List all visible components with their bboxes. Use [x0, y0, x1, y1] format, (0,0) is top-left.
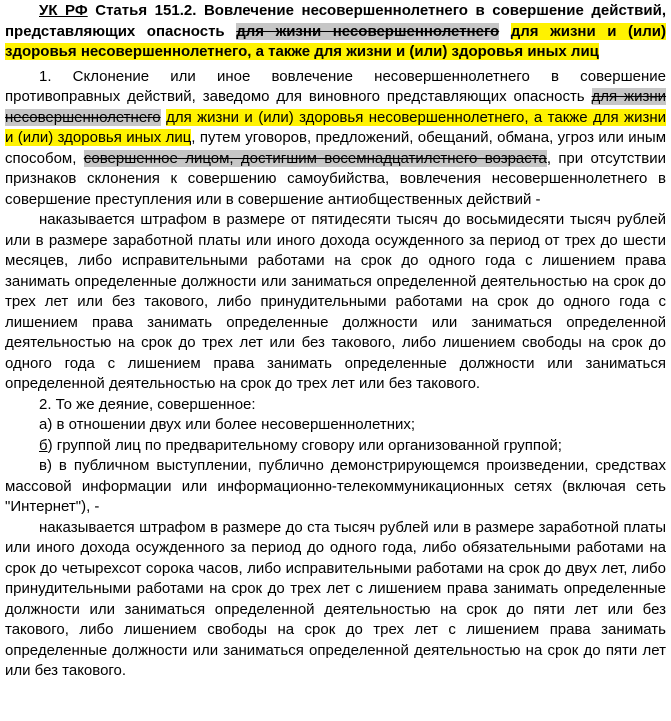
- part-1-lead: 1. Склонение или иное вовлечение несовершеннолетнего в совершение противоправных действий, заведомо для виновного представляющих опасность: [5, 67, 666, 105]
- part-2-item-a: а) в отношении двух или более несовершеннолетних;: [39, 416, 416, 433]
- article-heading: Статья 151.2. Вовлечение несовершеннолетнего в совершение действий, представляющих опасность: [5, 2, 666, 40]
- part-2-item-v: в) в публичном выступлении, публично демонстрирующемся произведении, средствах массовой информации или информационно-телекоммуникационных сетях (включая сеть "Интернет"), -: [5, 457, 666, 515]
- article-title: [5, 1, 666, 63]
- item-b-text: ) группой лиц по предварительному сговору или организованной группой;: [47, 436, 562, 454]
- deleted-text: для жизни несовершеннолетнего: [236, 22, 500, 40]
- part-2-item-b: [5, 436, 666, 457]
- part-1-tail: , при отсутствии признаков склонения к совершению самоубийства, вовлечения несовершеннолетнего в совершение преступления или в совершение антиобщественных действий -: [5, 149, 667, 208]
- added-text: для жизни и (или) здоровья несовершеннолетнего, а также для жизни и (или) здоровья иных лиц: [5, 108, 667, 146]
- part-1: [5, 67, 666, 211]
- deleted-text: для жизни несовершеннолетнего: [5, 88, 667, 126]
- penalty-1: наказывается штрафом в размере от пятидесяти тысяч до восьмидесяти тысяч рублей или в размере заработной платы или иного дохода осужденного за период от трех до шести месяцев, либо исправительными работами на срок до одного года с лишением права занимать определенные должности или заниматься определенной деятельностью на срок до трех лет или без такового, либо принудительными работами на срок до одного года с лишением права занимать определенные должности или заниматься определенной деятельностью на срок до трех лет или без такового, либо лишением свободы на срок до одного года с лишением права занимать определенные должности или заниматься определенной деятельностью на срок до трех лет или без такового.: [5, 211, 666, 392]
- added-text: для жизни и (или) здоровья несовершеннолетнего, а также для жизни и (или) здоровья иных лиц: [5, 22, 666, 60]
- code-label: УК РФ: [39, 2, 88, 19]
- part-1-mid: , путем уговоров, предложений, обещаний, обмана, угроз или иным способом,: [5, 129, 667, 167]
- item-b-letter: б: [39, 436, 48, 454]
- part-2-lead: 2. То же деяние, совершенное:: [39, 395, 256, 413]
- penalty-2: наказывается штрафом в размере до ста тысяч рублей или в размере заработной платы или иного дохода осужденного за период до одного года, либо обязательными работами на срок до четырехсот сорока часов, либо исправительными работами на срок до двух лет, либо принудительными работами на срок до трех лет с лишением права занимать определенные должности или заниматься определенной деятельностью на срок до пяти лет или без такового, либо лишением свободы на срок до трех лет с лишением права занимать определенные должности или заниматься определенной деятельностью на срок до пяти лет или без такового.: [5, 518, 666, 679]
- deleted-text: совершенное лицом, достигшим восемнадцатилетнего возраста: [83, 149, 547, 167]
